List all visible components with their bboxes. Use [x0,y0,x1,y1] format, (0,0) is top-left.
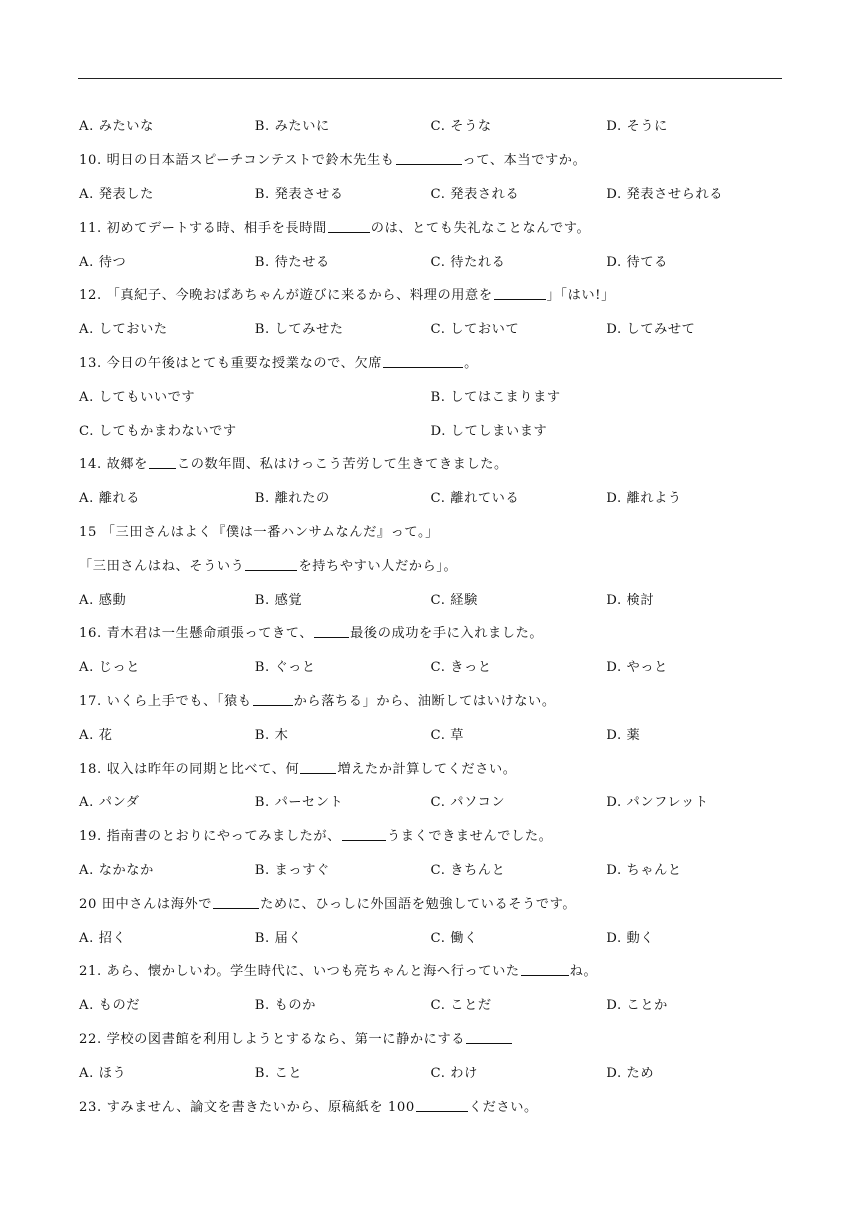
answer-blank [245,558,297,571]
options-row [79,784,782,818]
question-text: 20 田中さんは海外で [79,896,213,912]
options-row [79,716,782,750]
answer-option: D. 薬 [606,727,641,743]
answer-option: B. 感覚 [254,592,303,608]
answer-option: B. みたいに [254,119,330,135]
question-text: 10. 明日の日本語スピーチコンテストで鈴木先生も [79,153,395,169]
options-row [79,581,782,615]
answer-option: B. 木 [254,727,289,743]
answer-option: C. そうな [430,119,492,135]
answer-option: D. そうに [606,119,668,135]
question-text: から落ちる」から、油断してはいけない。 [293,693,556,709]
question-line [79,953,782,987]
answer-blank [494,287,546,300]
question-text: って、本当ですか。 [462,153,587,169]
answer-blank [396,152,462,165]
question-text: この数年間、私はけっこう苦労して生きてきました。 [176,457,508,473]
answer-option: A. ものだ [79,998,141,1014]
options-row [79,852,782,886]
question-line [79,142,782,176]
question-line [79,615,782,649]
answer-blank [383,355,463,368]
question-line [79,1021,782,1055]
answer-blank [213,896,259,909]
question-line [79,277,782,311]
answer-option: A. 花 [79,727,113,743]
question-line [79,1088,782,1122]
answer-option: D. パンフレット [606,795,709,811]
options-row [79,919,782,953]
options-row [79,108,782,142]
question-text: 増えたか計算してください。 [337,761,517,777]
answer-option: D. してしまいます [430,423,548,439]
question-text: 13. 今日の午後はとても重要な授業なので、欠席 [79,355,383,371]
answer-option: A. パンダ [79,795,140,811]
answer-blank [253,693,293,706]
answer-option: B. 届く [254,930,303,946]
question-text: 16. 青木君は一生懸命頑張ってきて、 [79,626,314,642]
answer-option: A. 待つ [79,254,127,270]
answer-option: C. きちんと [430,862,506,878]
answer-blank [342,828,386,841]
question-line [79,209,782,243]
question-text: 」「はい!」 [546,288,615,304]
answer-option: A. ほう [79,1065,127,1081]
answer-option: B. 発表させる [254,186,344,202]
answer-option: A. 発表した [79,186,154,202]
answer-option: B. 待たせる [254,254,330,270]
answer-option: A. 招く [79,930,127,946]
answer-option: B. まっすぐ [254,862,330,878]
question-text: 。 [464,355,478,371]
question-text: ください。 [468,1099,538,1115]
answer-option: D. 検討 [606,592,655,608]
answer-blank [300,761,336,774]
answer-option: A. しておいた [79,322,168,338]
answer-option: C. きっと [430,660,492,676]
answer-blank [466,1031,512,1044]
question-text: 19. 指南書のとおりにやってみましたが、 [79,829,341,845]
answer-option: B. ぐっと [254,660,316,676]
options-row [79,480,782,514]
question-text: のは、とても失礼なことなんです。 [370,220,591,236]
options-row [79,311,782,345]
question-line [79,446,782,480]
question-text: 11. 初めてデートする時、相手を長時間 [79,220,327,236]
options-row [79,1054,782,1088]
question-text: 18. 収入は昨年の同期と比べて、何 [79,761,300,777]
answer-option: B. こと [254,1065,303,1081]
question-text: 15 「三田さんはよく『僕は一番ハンサムなんだ』って。」 [79,524,439,540]
answer-option: C. 草 [430,727,465,743]
answer-option: C. 働く [430,930,478,946]
answer-blank [416,1099,468,1112]
question-text: 「三田さんはね、そういう [79,558,245,574]
question-line [79,345,782,379]
answer-option: C. わけ [430,1065,478,1081]
answer-option: A. みたいな [79,119,154,135]
options-row [79,243,782,277]
answer-option: A. じっと [79,660,141,676]
answer-option: C. ことだ [430,998,492,1014]
answer-option: A. してもいいです [79,389,196,405]
answer-option: C. 発表される [430,186,520,202]
question-text: ために、ひっしに外国語を勉強しているそうです。 [260,896,577,912]
question-text: 最後の成功を手に入れました。 [350,626,544,642]
question-line [79,514,782,548]
answer-option: D. 離れよう [606,491,682,507]
answer-option: B. してはこまります [430,389,561,405]
question-line [79,885,782,919]
question-text: ね。 [569,964,598,980]
options-row [79,378,782,412]
answer-option: C. 経験 [430,592,478,608]
answer-option: D. してみせて [606,322,696,338]
answer-option: C. 待たれる [430,254,506,270]
answer-option: D. ことか [606,998,668,1014]
options-row [79,987,782,1021]
question-text: 12. 「真紀子、今晩おばあちゃんが遊びに来るから、料理の用意を [79,288,493,304]
exam-content [79,108,782,1122]
answer-option: A. 感動 [79,592,127,608]
answer-option: B. パーセント [254,795,344,811]
options-row [79,412,782,446]
answer-option: A. なかなか [79,862,154,878]
answer-option: A. 離れる [79,491,141,507]
answer-blank [328,220,370,233]
answer-option: C. しておいて [430,322,520,338]
answer-option: D. やっと [606,660,668,676]
question-line [79,547,782,581]
question-text: を持ちやすい人だから」。 [298,558,458,574]
answer-blank [149,456,176,469]
question-text: 21. あら、懐かしいわ。学生時代に、いつも亮ちゃんと海へ行っていた [79,964,520,980]
answer-blank [314,625,349,638]
options-row [79,176,782,210]
options-row [79,649,782,683]
question-text: 23. すみません、論文を書きたいから、原稿紙を 100 [79,1099,415,1115]
question-line [79,818,782,852]
header-rule [78,78,782,79]
answer-option: D. ちゃんと [606,862,682,878]
question-text: 14. 故郷を [79,457,148,473]
question-text: うまくできませんでした。 [386,829,553,845]
answer-option: C. してもかまわないです [79,423,237,439]
answer-option: B. してみせた [254,322,344,338]
question-text: 22. 学校の図書館を利用しようとするなら、第一に静かにする [79,1031,466,1047]
question-line [79,683,782,717]
question-line [79,750,782,784]
answer-option: C. パソコン [430,795,506,811]
answer-blank [521,963,569,976]
answer-option: B. 離れたの [254,491,330,507]
answer-option: D. 待てる [606,254,668,270]
answer-option: D. ため [606,1065,655,1081]
answer-option: B. ものか [254,998,316,1014]
answer-option: D. 動く [606,930,655,946]
question-text: 17. いくら上手でも、「猿も [79,693,252,709]
answer-option: C. 離れている [430,491,520,507]
answer-option: D. 発表させられる [606,186,724,202]
